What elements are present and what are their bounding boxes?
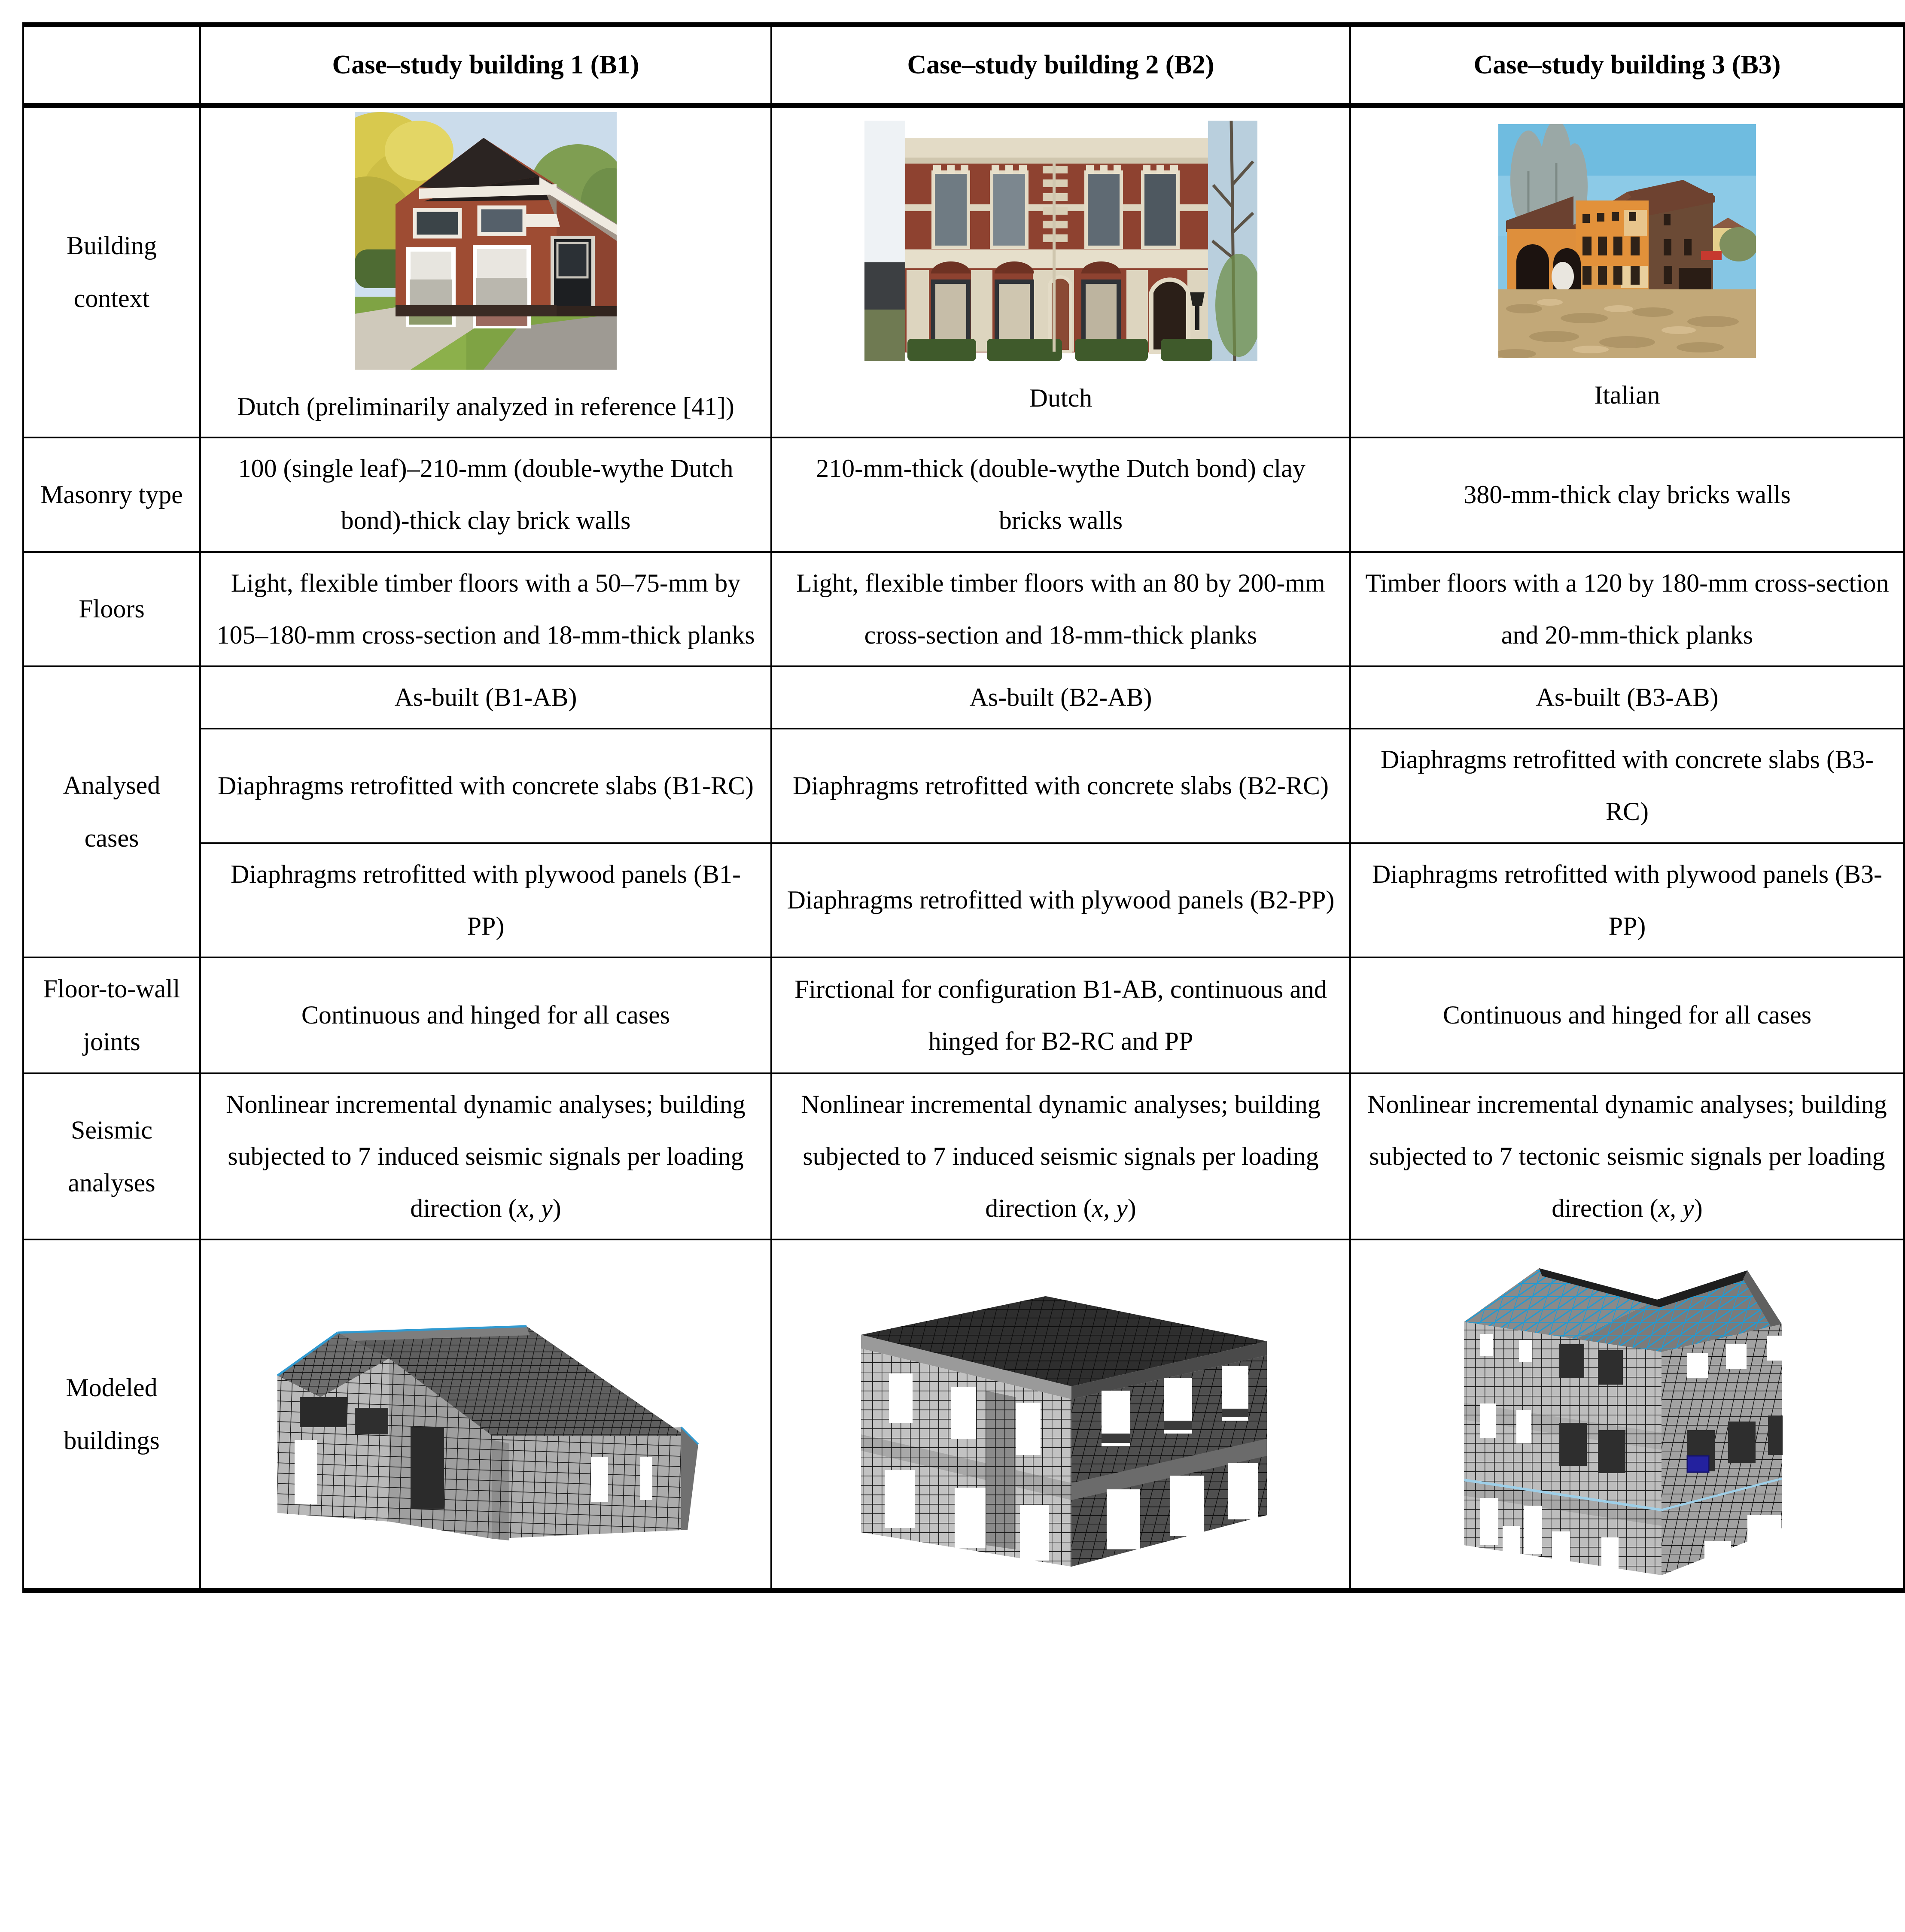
fe-model-building-3 xyxy=(1447,1245,1808,1584)
cell-b3-case-rc: Diaphragms retrofitted with concrete slabs (B3-RC) xyxy=(1350,729,1904,843)
row-label-seismic-analyses: Seismic analyses xyxy=(23,1073,200,1240)
header-corner-blank xyxy=(23,25,200,106)
seismic-vars-b3: x, y xyxy=(1658,1194,1694,1223)
fe-model-building-2 xyxy=(844,1249,1278,1580)
row-building-context xyxy=(23,106,1904,438)
cell-b1-case-rc: Diaphragms retrofitted with concrete slabs (B1-RC) xyxy=(200,729,771,843)
caption-building-3: Italian xyxy=(1594,380,1660,409)
row-analysed-cases-1 xyxy=(23,666,1904,729)
seismic-vars-b1: x, y xyxy=(517,1194,553,1223)
header-building-1: Case–study building 1 (B1) xyxy=(200,25,771,106)
cell-b1-masonry-type: 100 (single leaf)–210-mm (double-wythe Dutch bond)-thick clay brick walls xyxy=(200,437,771,552)
row-label-building-context: Building context xyxy=(23,106,200,438)
seismic-text-b2: Nonlinear incremental dynamic analyses; building subjected to 7 induced seismic signals per loading direction ( xyxy=(801,1090,1321,1223)
cell-b2-building-context xyxy=(771,106,1350,438)
row-seismic-analyses xyxy=(23,1073,1904,1240)
cell-b3-seismic-analyses xyxy=(1350,1073,1904,1240)
seismic-text-b1: Nonlinear incremental dynamic analyses; building subjected to 7 induced seismic signals per loading direction ( xyxy=(226,1090,746,1223)
header-building-3: Case–study building 3 (B3) xyxy=(1350,25,1904,106)
row-label-floor-to-wall-joints: Floor-to-wall joints xyxy=(23,957,200,1073)
header-building-2: Case–study building 2 (B2) xyxy=(771,25,1350,106)
cell-b1-floors: Light, flexible timber floors with a 50–75-mm by 105–180-mm cross-section and 18-mm-thick planks xyxy=(200,552,771,666)
seismic-vars-b2: x, y xyxy=(1092,1194,1128,1223)
seismic-close-b3: ) xyxy=(1694,1194,1703,1223)
seismic-close-b1: ) xyxy=(552,1194,561,1223)
seismic-text-b3: Nonlinear incremental dynamic analyses; building subjected to 7 tectonic seismic signals per loading direction ( xyxy=(1367,1090,1887,1223)
cell-b3-masonry-type: 380-mm-thick clay bricks walls xyxy=(1350,437,1904,552)
cell-b1-floor-to-wall-joints: Continuous and hinged for all cases xyxy=(200,957,771,1073)
case-study-comparison-table xyxy=(22,22,1905,1593)
cell-b3-floor-to-wall-joints: Continuous and hinged for all cases xyxy=(1350,957,1904,1073)
cell-b2-seismic-analyses xyxy=(771,1073,1350,1240)
cell-b3-modeled-building xyxy=(1350,1239,1904,1591)
cell-b1-case-pp: Diaphragms retrofitted with plywood panels (B1-PP) xyxy=(200,843,771,957)
caption-building-1: Dutch (preliminarily analyzed in reference [41]) xyxy=(237,392,734,421)
table-header-row xyxy=(23,25,1904,106)
cell-b2-case-as-built: As-built (B2-AB) xyxy=(771,666,1350,729)
row-analysed-cases-2 xyxy=(23,729,1904,843)
row-label-floors: Floors xyxy=(23,552,200,666)
caption-building-2: Dutch xyxy=(1029,384,1092,413)
cell-b1-case-as-built: As-built (B1-AB) xyxy=(200,666,771,729)
cell-b1-modeled-building xyxy=(200,1239,771,1591)
cell-b3-building-context xyxy=(1350,106,1904,438)
cell-b2-case-rc: Diaphragms retrofitted with concrete slabs (B2-RC) xyxy=(771,729,1350,843)
cell-b2-masonry-type: 210-mm-thick (double-wythe Dutch bond) clay bricks walls xyxy=(771,437,1350,552)
cell-b2-case-pp: Diaphragms retrofitted with plywood panels (B2-PP) xyxy=(771,843,1350,957)
cell-b3-case-as-built: As-built (B3-AB) xyxy=(1350,666,1904,729)
cell-b3-floors: Timber floors with a 120 by 180-mm cross-section and 20-mm-thick planks xyxy=(1350,552,1904,666)
fe-model-building-1 xyxy=(252,1255,720,1573)
photo-building-2 xyxy=(864,121,1257,361)
photo-building-3 xyxy=(1498,124,1756,358)
table-figure xyxy=(0,22,1905,1932)
cell-b2-floors: Light, flexible timber floors with an 80 by 200-mm cross-section and 18-mm-thick planks xyxy=(771,552,1350,666)
row-analysed-cases-3 xyxy=(23,843,1904,957)
row-floors xyxy=(23,552,1904,666)
cell-b2-floor-to-wall-joints: Firctional for configuration B1-AB, continuous and hinged for B2-RC and PP xyxy=(771,957,1350,1073)
cell-b1-building-context xyxy=(200,106,771,438)
photo-building-1 xyxy=(355,112,617,370)
cell-b3-case-pp: Diaphragms retrofitted with plywood panels (B3-PP) xyxy=(1350,843,1904,957)
row-floor-to-wall-joints xyxy=(23,957,1904,1073)
row-modeled-buildings xyxy=(23,1239,1904,1591)
cell-b1-seismic-analyses xyxy=(200,1073,771,1240)
seismic-close-b2: ) xyxy=(1127,1194,1136,1223)
row-label-analysed-cases: Analysed cases xyxy=(23,666,200,957)
row-label-masonry-type: Masonry type xyxy=(23,437,200,552)
row-masonry-type xyxy=(23,437,1904,552)
cell-b2-modeled-building xyxy=(771,1239,1350,1591)
row-label-modeled-buildings: Modeled buildings xyxy=(23,1239,200,1591)
